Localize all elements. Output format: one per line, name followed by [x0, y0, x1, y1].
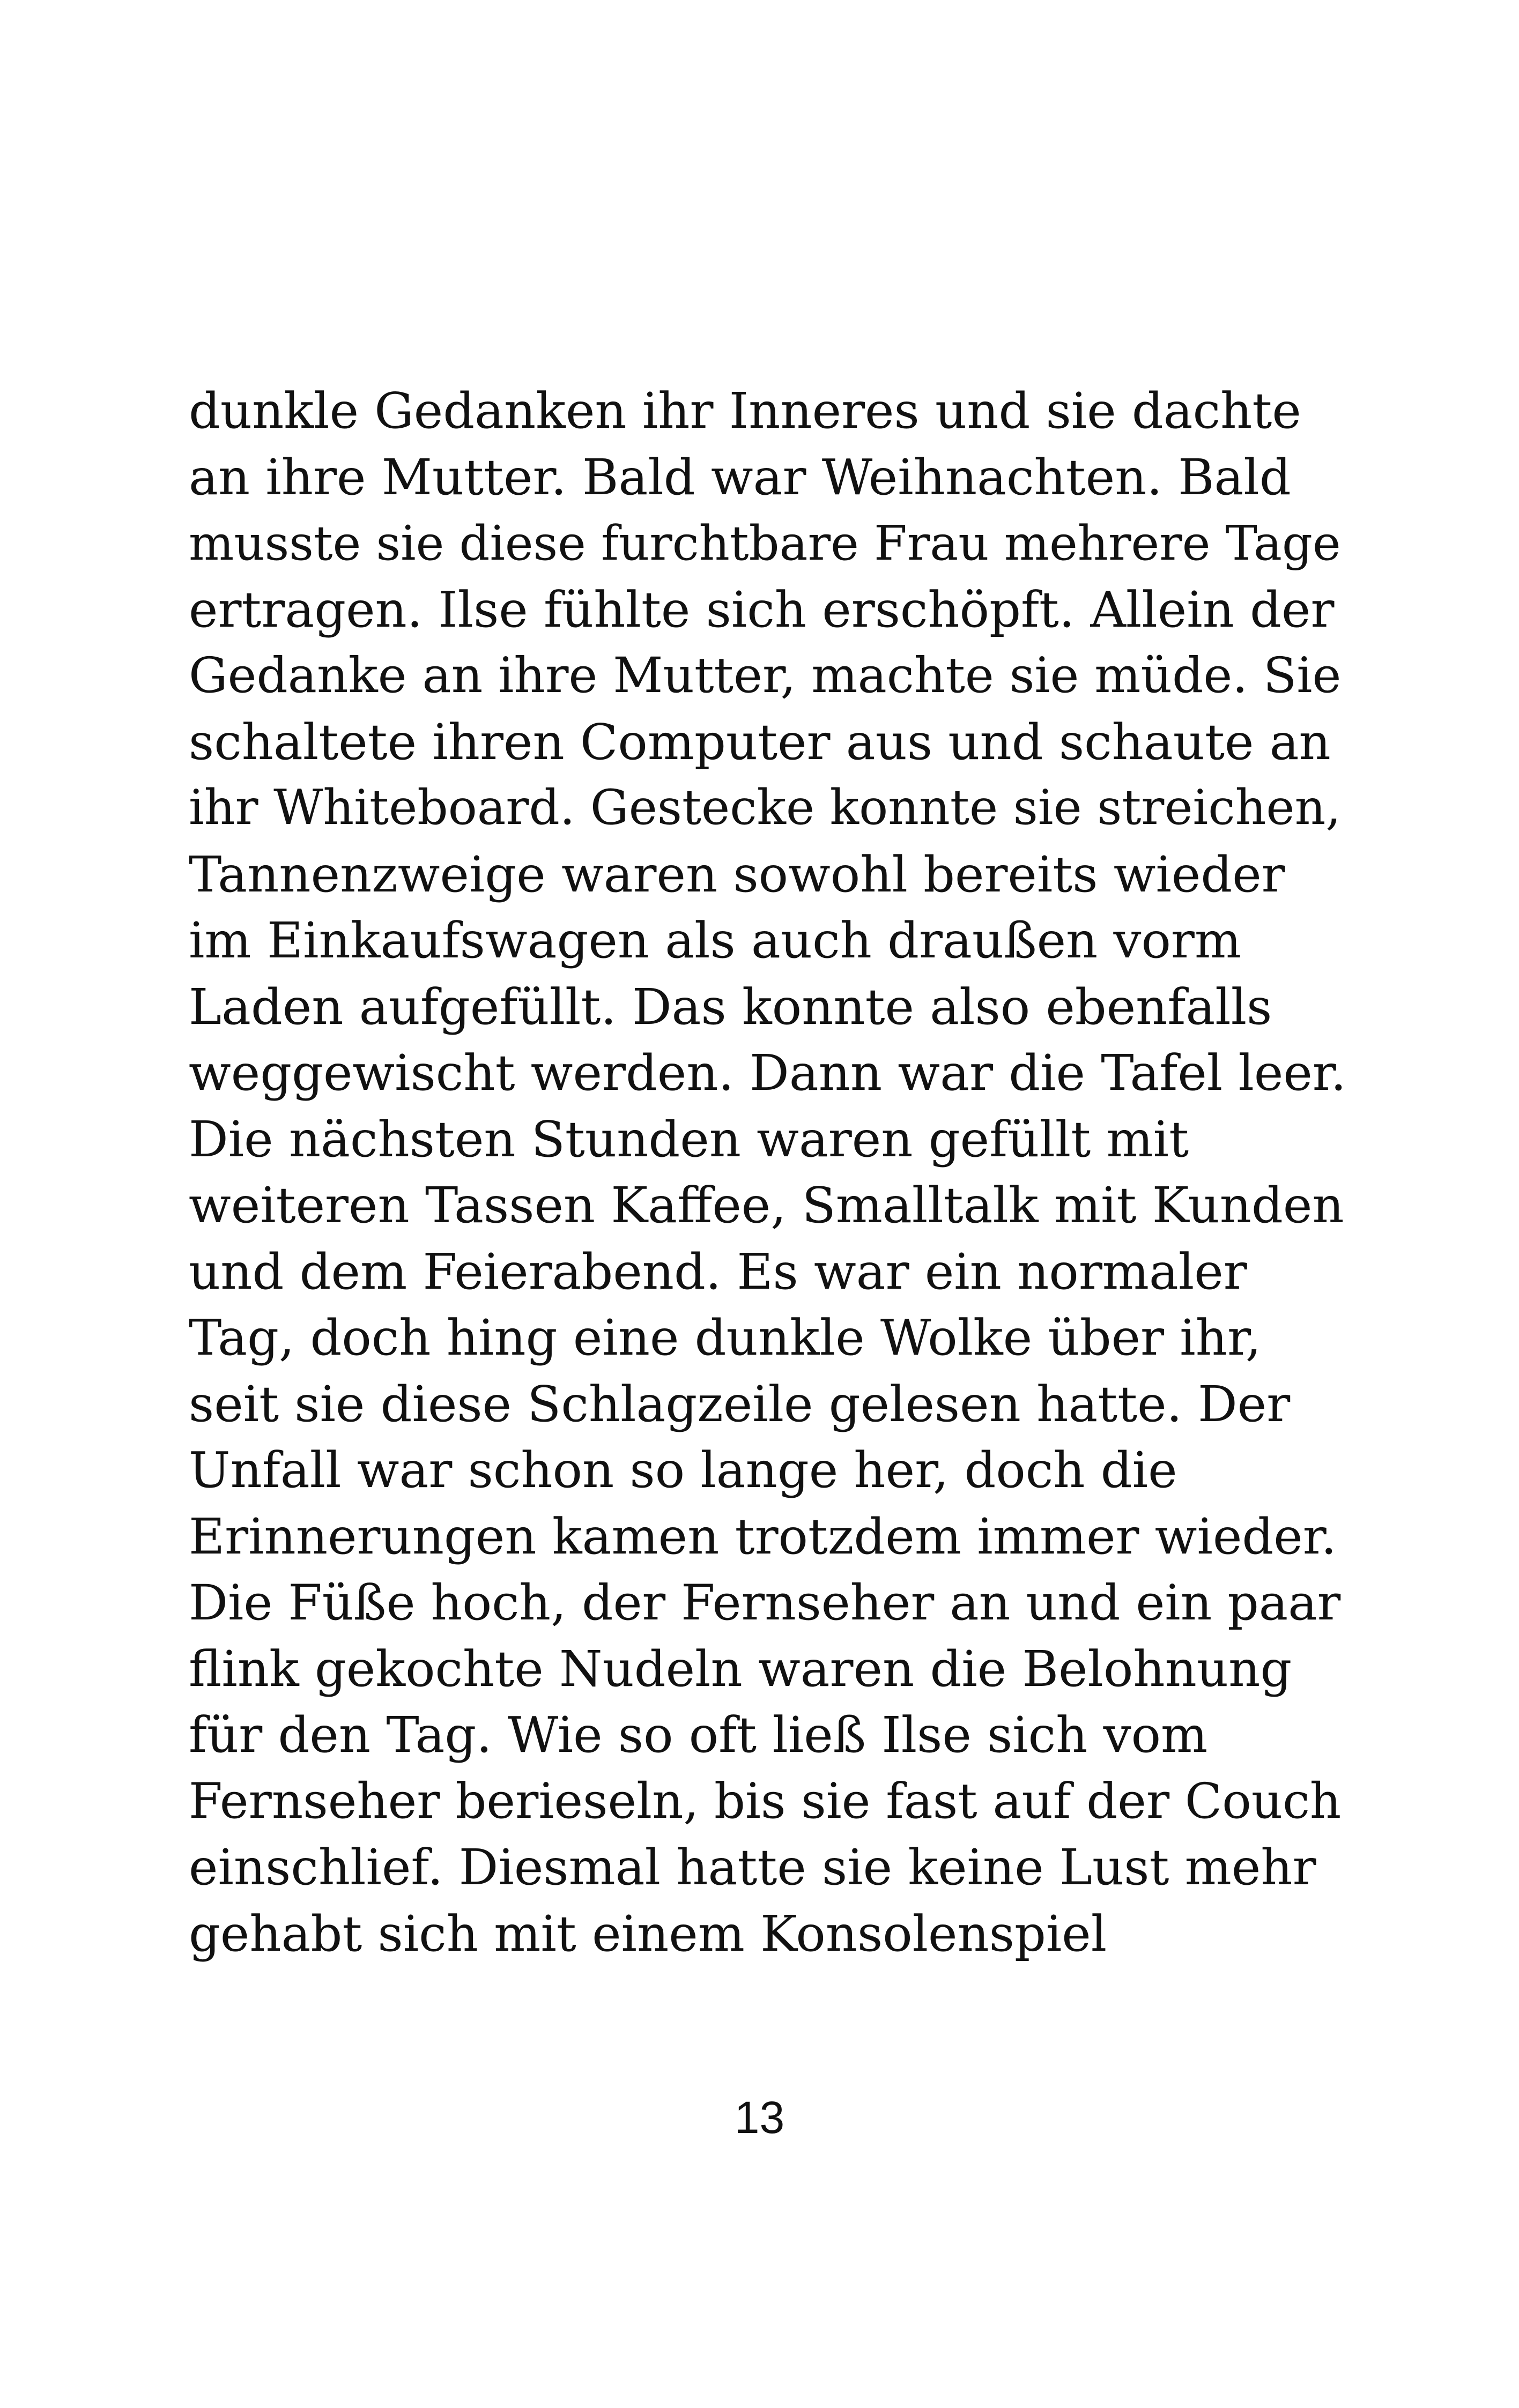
text-line: und dem Feierabend. Es war ein normaler	[189, 1243, 1247, 1300]
text-line: Die Füße hoch, der Fernseher an und ein paar	[189, 1574, 1341, 1631]
text-line: Tag, doch hing eine dunkle Wolke über ihr,	[189, 1309, 1262, 1366]
text-line: im Einkaufswagen als auch draußen vorm	[189, 912, 1242, 969]
text-line: einschlief. Diesmal hatte sie keine Lust mehr	[189, 1839, 1316, 1896]
text-line: Laden aufgefüllt. Das konnte also ebenfalls	[189, 978, 1272, 1036]
text-line: Tannenzweige waren sowohl bereits wieder	[189, 845, 1285, 903]
text-line: dunkle Gedanken ihr Inneres und sie dachte	[189, 382, 1301, 440]
text-line: schaltete ihren Computer aus und schaute an	[189, 713, 1331, 771]
text-line: Erinnerungen kamen trotzdem immer wieder.	[189, 1507, 1337, 1565]
text-line: musste sie diese furchtbare Frau mehrere Tage	[189, 515, 1341, 571]
text-line: für den Tag. Wie so oft ließ Ilse sich vom	[189, 1706, 1208, 1764]
text-line: Fernseher berieseln, bis sie fast auf der Couch	[189, 1773, 1342, 1830]
text-line: Unfall war schon so lange her, doch die	[189, 1441, 1177, 1499]
text-line: weggewischt werden. Dann war die Tafel leer.	[189, 1044, 1346, 1102]
text-line: flink gekochte Nudeln waren die Belohnung	[189, 1640, 1292, 1698]
text-line: ertragen. Ilse fühlte sich erschöpft. Allein der	[189, 581, 1335, 638]
body-text	[189, 378, 1347, 1967]
text-line: ihr Whiteboard. Gestecke konnte sie streichen,	[189, 780, 1341, 836]
text-line: weiteren Tassen Kaffee, Smalltalk mit Kunden	[189, 1177, 1344, 1234]
text-line: seit sie diese Schlagzeile gelesen hatte. Der	[189, 1375, 1291, 1433]
page-number: 13	[734, 2092, 785, 2143]
text-line: Die nächsten Stunden waren gefüllt mit	[189, 1110, 1189, 1168]
text-line: gehabt sich mit einem Konsolenspiel	[189, 1905, 1107, 1963]
text-line: Gedanke an ihre Mutter, machte sie müde. Sie	[189, 648, 1342, 704]
text-line: an ihre Mutter. Bald war Weihnachten. Bald	[189, 448, 1291, 506]
